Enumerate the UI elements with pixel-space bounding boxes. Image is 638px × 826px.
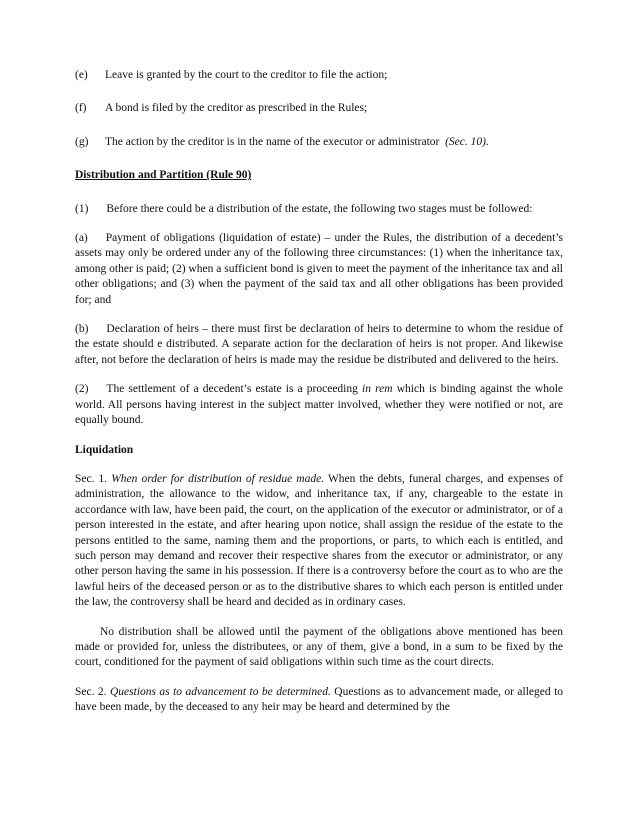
section-1-paragraph-2: No distribution shall be allowed until the payment of the obligations above mentioned has been made or provided for, unless the distributees, or any of them, give a bond, in a sum to be fixed by the court, conditioned for the payment of said obligations within such time as the court directs. — [75, 625, 563, 669]
section-title: When order for distribution of residue made. — [111, 472, 325, 485]
section-heading-liquidation: Liquidation — [75, 443, 134, 456]
list-item-text: The action by the creditor is in the name of the executor or administrator — [105, 135, 440, 148]
paragraph-a — [75, 231, 563, 308]
section-2 — [75, 685, 563, 716]
paragraph-text: Payment of obligations (liquidation of estate) – under the Rules, the distribution of a decedent’s assets may only be ordered under any of the following three circumstances: (1) when the inheritance tax, among other is paid; (2) when a sufficient bond is given to meet the payment of the inheritance tax and all other obligations; and (3) when the payment of the said tax and all other obligations has been provided for; and — [75, 232, 563, 306]
section-title: Questions as to advancement to be determined. — [109, 685, 331, 698]
paragraph-1 — [75, 202, 563, 217]
section-label: Sec. 1. — [75, 472, 108, 485]
paragraph-text: Before there could be a distribution of the estate, the following two stages must be followed: — [106, 202, 533, 215]
list-item-text: A bond is filed by the creditor as prescribed in the Rules; — [105, 102, 368, 115]
section-label: Sec. 2. — [75, 685, 107, 698]
paragraph-label: (1) — [75, 202, 89, 215]
citation: (Sec. 10). — [445, 135, 489, 148]
paragraph-text: which is binding against the whole world. All persons having interest in the subject matter involved, whether they were notified or not, are equally bound. — [75, 383, 564, 427]
section-heading-distribution: Distribution and Partition (Rule 90) — [75, 169, 252, 182]
list-item-label: (f) — [75, 102, 87, 115]
paragraph-label: (2) — [75, 383, 89, 396]
section-1 — [75, 472, 563, 611]
paragraph-2 — [75, 382, 563, 428]
list-item-label: (g) — [75, 135, 89, 148]
section-text: Questions as to advancement made, or alleged to have been made, by the deceased to any heir may be heard and determined by the — [75, 685, 564, 714]
paragraph-text: Declaration of heirs – there must first be declaration of heirs to determine to whom the residue of the estate should e distributed. A separate action for the declaration of heirs is not proper. And likewise after, not before the declaration of heirs is made may the residue be distributed and delivered to the heirs. — [75, 323, 563, 366]
paragraph-label: (b) — [75, 323, 89, 336]
list-item-text: Leave is granted by the court to the creditor to file the action; — [105, 69, 388, 81]
list-item-label: (e) — [75, 69, 88, 81]
list-item-g — [75, 135, 563, 150]
list-item-text-wrapper — [105, 135, 563, 150]
document-page — [75, 68, 563, 730]
paragraph-label: (a) — [75, 232, 88, 245]
paragraph-text: The settlement of a decedent’s estate is a proceeding — [106, 383, 358, 396]
italic-term: in rem — [362, 383, 393, 396]
paragraph-b — [75, 322, 563, 368]
section-text: When the debts, funeral charges, and expenses of administration, the allowance to the widow, and inheritance tax, if any, chargeable to the estate in accordance with law, have been paid, the court, on the application of the executor or administrator, or of a person interested in the estate, and after hearing upon notice, shall assign the residue of the estate to the persons entitled to the same, naming them and the proportions, or parts, to which each is entitled, and such person may demand and recover their respective shares from the executor or administrator, or any other person having the same in his possession. If there is a controversy before the court as to who are the lawful heirs of the deceased person or as to the distributive shares to which each person is entitled under the law, the controversy shall be heard and decided as in ordinary cases. — [75, 472, 563, 609]
list-item-f — [75, 101, 563, 116]
list-item-e — [75, 68, 563, 83]
